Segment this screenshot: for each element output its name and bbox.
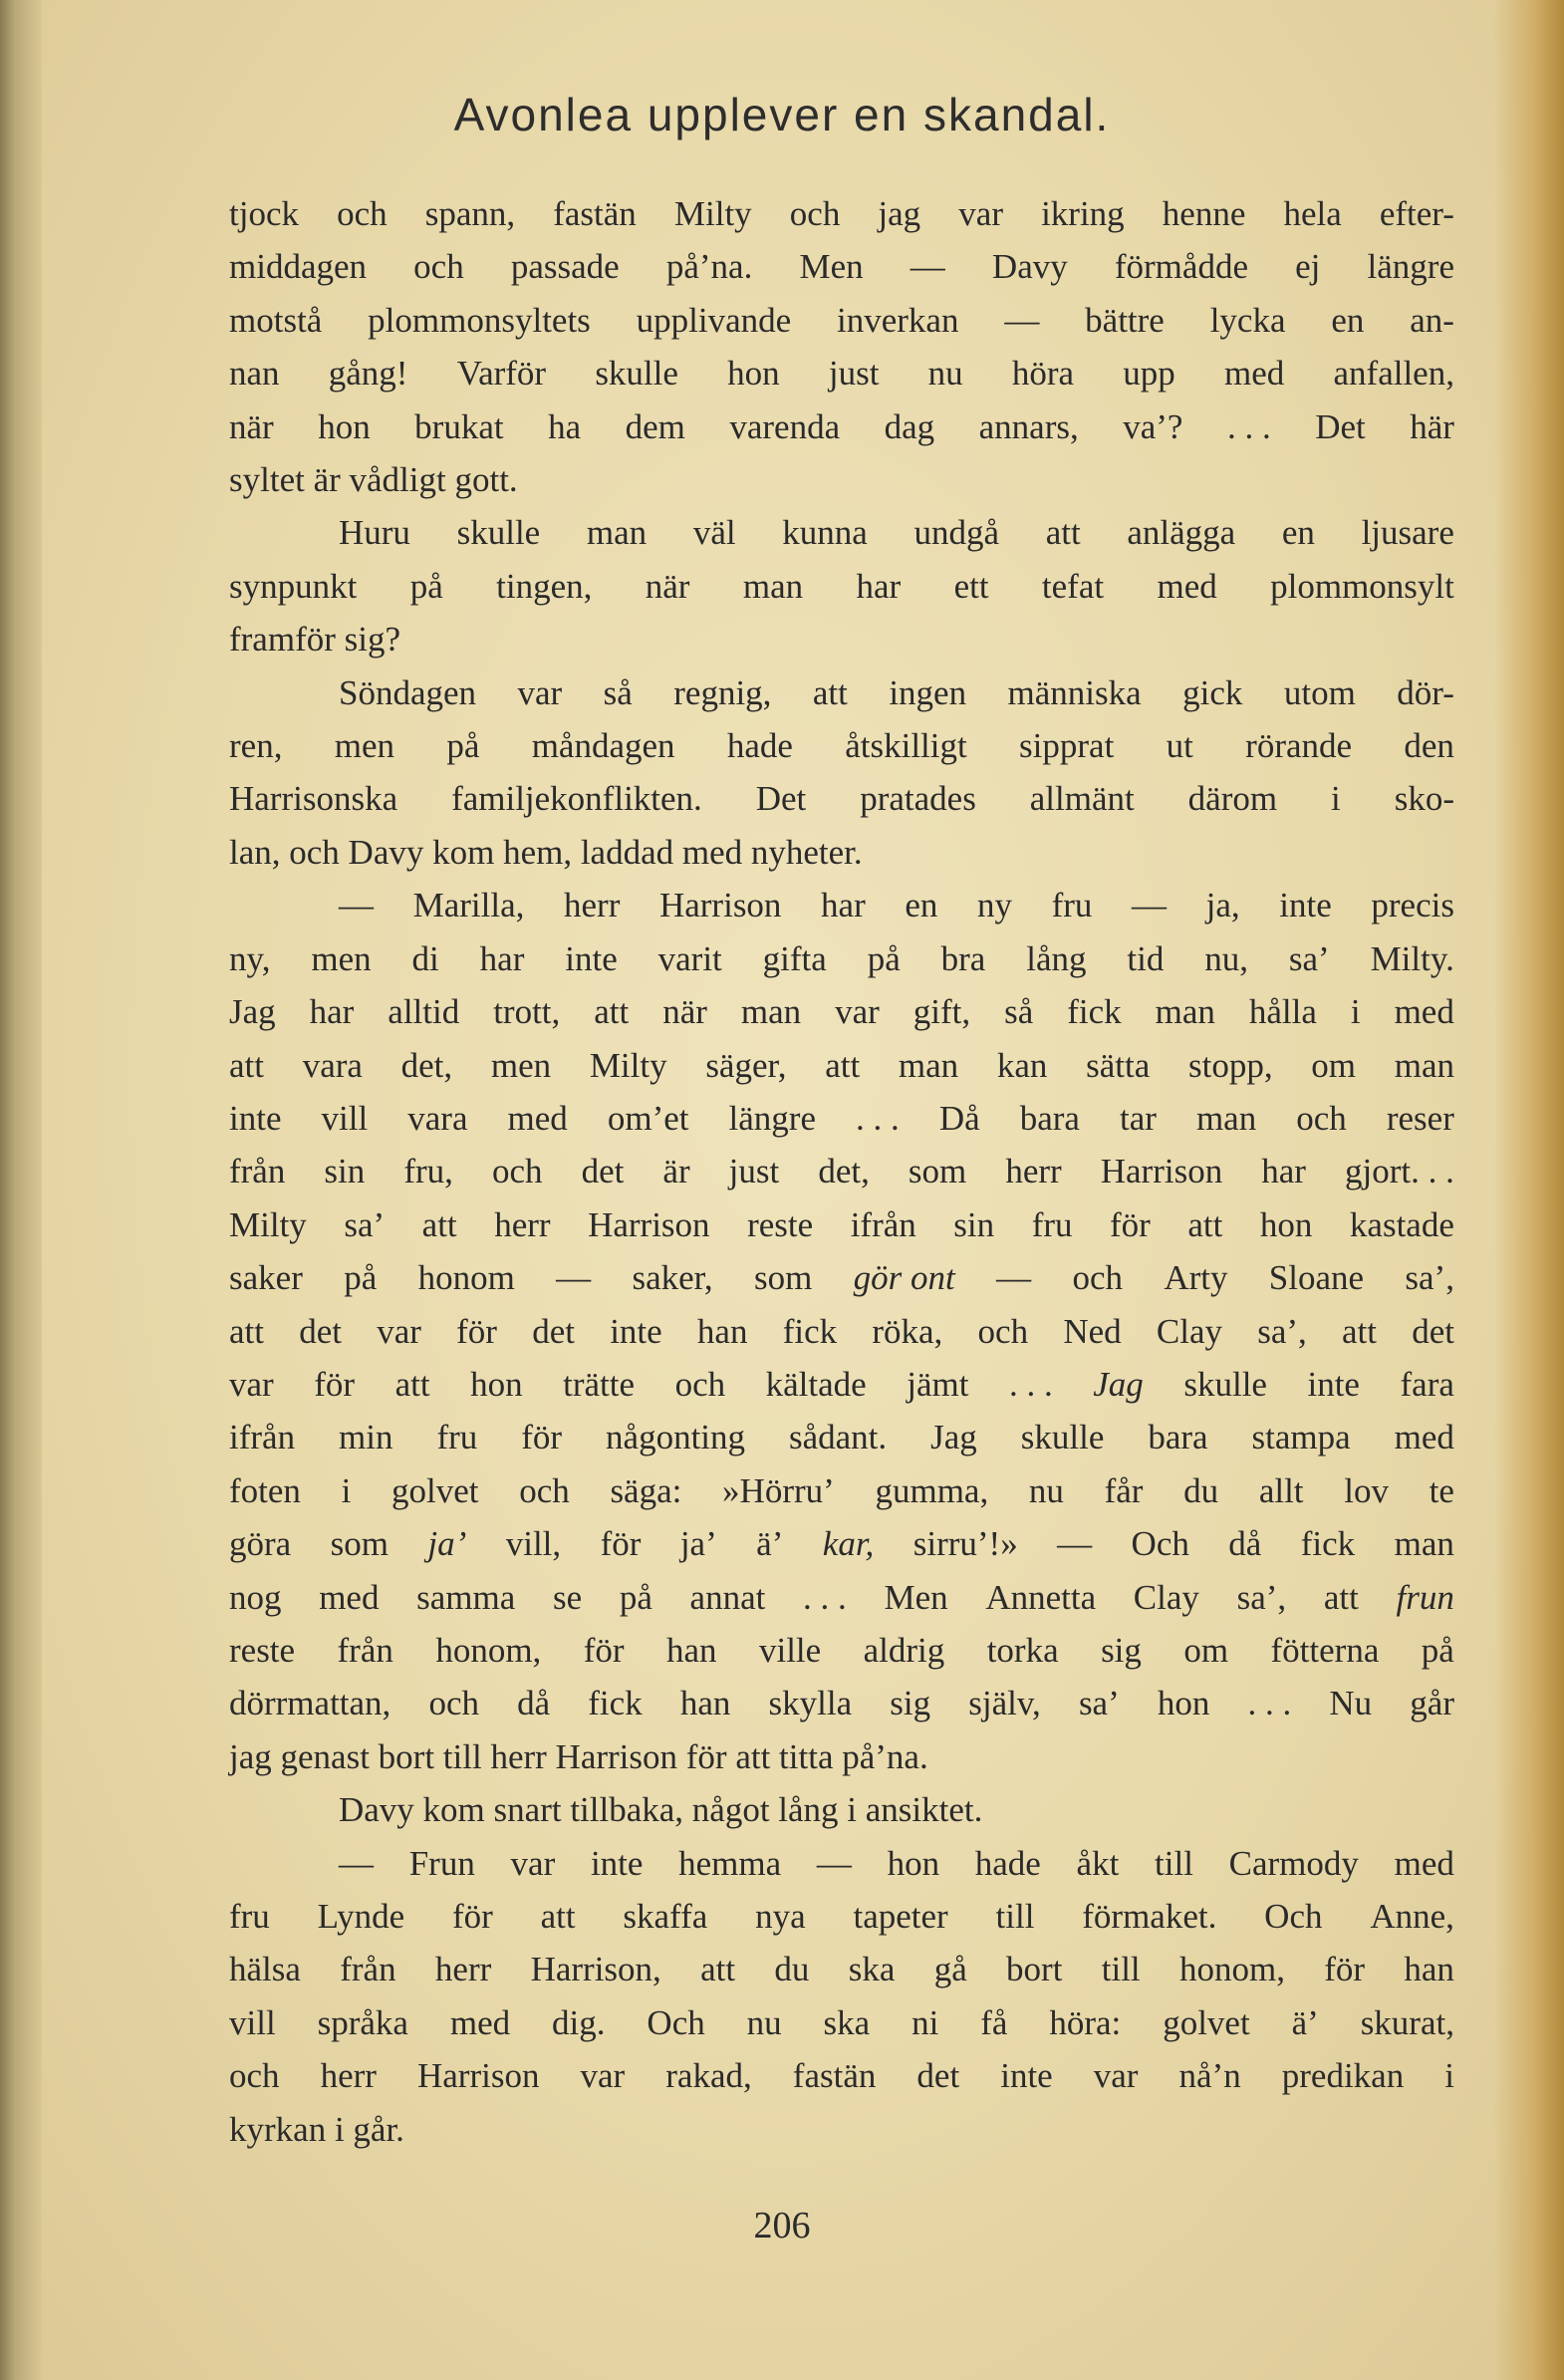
text-line: syltet är vådligt gott.	[229, 460, 518, 500]
text-line: — Marilla, herr Harrison har en ny fru — ja, inte precis	[339, 886, 1454, 926]
text-line: motstå plommonsyltets upplivande inverkan — bättre lycka en an-	[229, 300, 1454, 340]
text-line: synpunkt på tingen, när man har ett tefat med plommonsylt	[229, 566, 1454, 606]
text-line: att vara det, men Milty säger, att man kan sätta stopp, om man	[229, 1045, 1454, 1085]
text-line: Huru skulle man väl kunna undgå att anlägga en ljusare	[339, 513, 1454, 553]
paragraph	[229, 879, 1454, 1783]
page-gutter-shadow	[0, 0, 42, 2380]
text-line: Jag har alltid trott, att när man var gift, så fick man hålla i med	[229, 992, 1454, 1032]
page-number: 206	[753, 2205, 811, 2247]
text-line: hälsa från herr Harrison, att du ska gå bort till honom, för han	[229, 1950, 1454, 1989]
text-line: ny, men di har inte varit gifta på bra lång tid nu, sa’ Milty.	[229, 938, 1454, 978]
text-line: saker på honom — saker, som gör ont — och Arty Sloane sa’,	[229, 1258, 1454, 1298]
text-line: framför sig?	[229, 620, 401, 660]
text-line: och herr Harrison var rakad, fastän det inte var nå’n predikan i	[229, 2056, 1454, 2096]
text-line: att det var för det inte han fick röka, och Ned Clay sa’, att det	[229, 1311, 1454, 1351]
text-line: kyrkan i går.	[229, 2109, 404, 2149]
text-line: göra som ja’ vill, för ja’ ä’ kar, sirru’!» — Och då fick man	[229, 1524, 1454, 1564]
text-line: Harrisonska familjekonflikten. Det pratades allmänt därom i sko-	[229, 779, 1454, 819]
text-line: Söndagen var så regnig, att ingen människa gick utom dör-	[339, 672, 1454, 712]
text-line: var för att hon trätte och kältade jämt . . . Jag skulle inte fara	[229, 1364, 1454, 1404]
text-line: nan gång! Varför skulle hon just nu höra upp med anfallen,	[229, 354, 1454, 394]
text-line: middagen och passade på’na. Men — Davy förmådde ej längre	[229, 247, 1454, 287]
text-line: reste från honom, för han ville aldrig torka sig om fötterna på	[229, 1630, 1454, 1670]
text-line: fru Lynde för att skaffa nya tapeter till förmaket. Och Anne,	[229, 1897, 1454, 1936]
text-line: ren, men på måndagen hade åtskilligt sipprat ut rörande den	[229, 726, 1454, 766]
text-line: tjock och spann, fastän Milty och jag var ikring henne hela efter-	[229, 194, 1454, 233]
text-line: — Frun var inte hemma — hon hade åkt till Carmody med	[339, 1843, 1454, 1883]
text-line: nog med samma se på annat . . . Men Annetta Clay sa’, att frun	[229, 1577, 1454, 1617]
text-line: lan, och Davy kom hem, laddad med nyheter.	[229, 832, 863, 872]
text-line: Milty sa’ att herr Harrison reste ifrån sin fru för att hon kastade	[229, 1204, 1454, 1244]
text-line: inte vill vara med om’et längre . . . Då bara tar man och reser	[229, 1098, 1454, 1138]
text-line: foten i golvet och säga: »Hörru’ gumma, nu får du allt lov te	[229, 1470, 1454, 1510]
page-edge-stain	[1494, 0, 1564, 2380]
text-line: Davy kom snart tillbaka, något lång i ansiktet.	[339, 1790, 983, 1830]
paragraph	[229, 1837, 1454, 2156]
running-head: Avonlea upplever en skandal.	[453, 89, 1111, 140]
text-line: från sin fru, och det är just det, som herr Harrison har gjort. . .	[229, 1152, 1454, 1191]
paragraph	[229, 666, 1454, 880]
paragraph	[229, 1783, 1454, 1836]
paragraph	[229, 187, 1454, 506]
text-line: vill språka med dig. Och nu ska ni få höra: golvet ä’ skurat,	[229, 2002, 1454, 2042]
text-line: när hon brukat ha dem varenda dag annars, va’? . . . Det här	[229, 406, 1454, 446]
paragraph	[229, 506, 1454, 665]
text-line: ifrån min fru för någonting sådant. Jag skulle bara stampa med	[229, 1418, 1454, 1457]
text-line: dörrmattan, och då fick han skylla sig själv, sa’ hon . . . Nu går	[229, 1684, 1454, 1723]
body-text	[229, 187, 1454, 2156]
text-line: jag genast bort till herr Harrison för att titta på’na.	[229, 1736, 928, 1776]
